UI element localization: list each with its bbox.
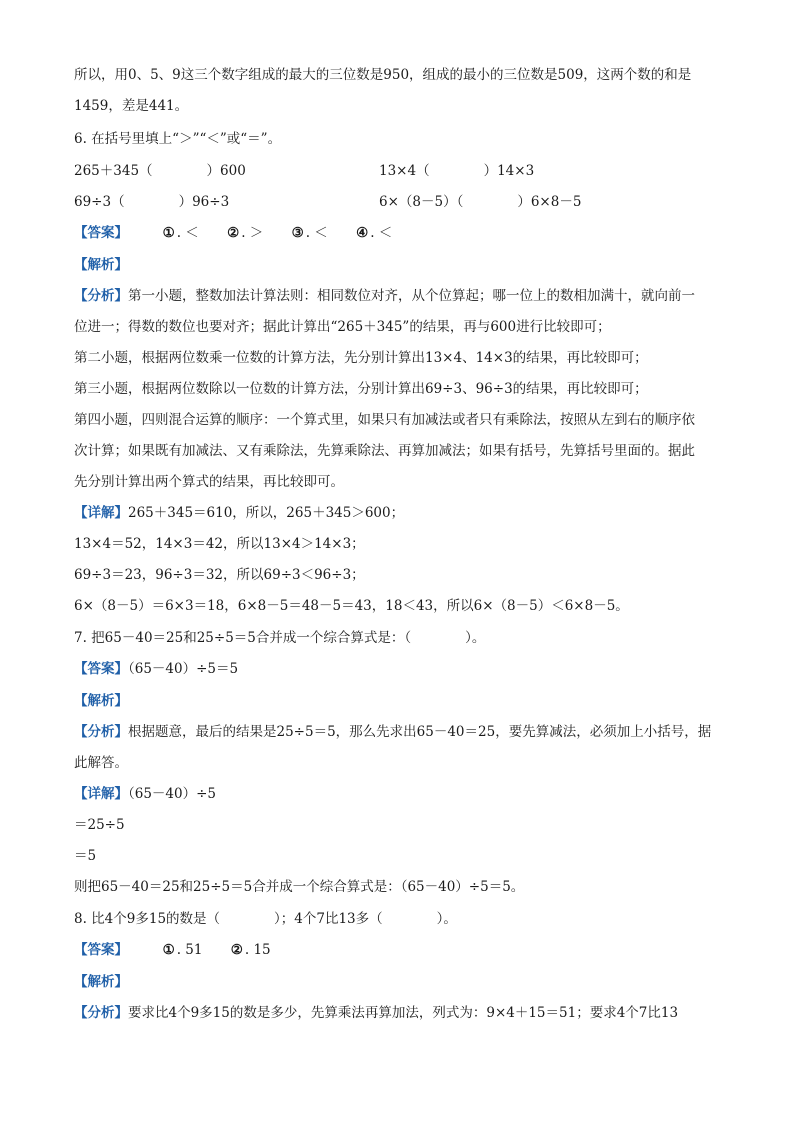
answer-number: ②: [227, 225, 240, 241]
fenxi-text: 第一小题，整数加法计算法则：相同数位对齐，从个位算起；哪一位上的数相加满十，就向前一: [128, 288, 695, 304]
detail-line: 69÷3＝23，96÷3＝32，所以69÷3＜96÷3；: [74, 567, 365, 583]
conclusion-line: 则把65－40＝25和25÷5＝5合并成一个综合算式是：（65－40）÷5＝5。: [74, 879, 525, 895]
fenxi-line: 第四小题，四则混合运算的顺序：一个算式里，如果只有加减法或者只有乘除法，按照从左到右的顺序依: [74, 412, 695, 428]
analysis-tag-line: [74, 973, 734, 991]
fenxi-line: 次计算；如果既有加减法、又有乘除法，先算乘除法、再算加减法；如果有括号，先算括号里面的。据此: [74, 443, 695, 459]
q6-item-3: 69÷3（ ）96÷3: [74, 194, 230, 210]
answer-value: . ＜: [305, 225, 328, 241]
q7-answer: [74, 660, 734, 678]
answer-item: [292, 224, 328, 242]
analysis-tag-line: [74, 692, 734, 710]
detail-text: （65－40）÷5: [128, 786, 217, 802]
answer-value: . 51: [176, 942, 203, 958]
detail-line: [74, 504, 734, 522]
answer-item: [356, 224, 392, 242]
answer-tag: 【答案】: [74, 942, 128, 958]
detail-tag: 【详解】: [74, 786, 128, 802]
answer-item: [227, 224, 263, 242]
answer-number: ②: [230, 942, 243, 958]
analysis-tag-line: [74, 256, 734, 274]
q6-item-1: 265＋345（ ）600: [74, 163, 246, 179]
answer-tag: 【答案】: [74, 661, 128, 677]
fenxi-line: [74, 1004, 734, 1022]
fenxi-tag: 【分析】: [74, 724, 128, 740]
fenxi-line: 第二小题，根据两位数乘一位数的计算方法，先分别计算出13×4、14×3的结果，再比较即可；: [74, 350, 648, 366]
answer-tag: 【答案】: [74, 225, 128, 241]
answer-number: ①: [162, 225, 175, 241]
answer-item: [163, 224, 199, 242]
q6-answer: [74, 224, 416, 242]
question-8: 8. 比4个9多15的数是（ ）；4个7比13多（ ）。: [74, 911, 457, 927]
text-line: 1459，差是441。: [74, 98, 189, 114]
answer-value: . ＜: [176, 225, 199, 241]
fenxi-line: [74, 287, 734, 305]
fenxi-line: 第三小题，根据两位数除以一位数的计算方法，分别计算出69÷3、96÷3的结果，再比较即可；: [74, 381, 648, 397]
fenxi-tag: 【分析】: [74, 288, 128, 304]
answer-number: ④: [356, 225, 369, 241]
fenxi-line: 先分别计算出两个算式的结果，再比较即可。: [74, 474, 344, 490]
detail-step: ＝5: [74, 848, 97, 864]
answer-number: ①: [162, 942, 175, 958]
q8-answer: [74, 941, 295, 959]
fenxi-tag: 【分析】: [74, 1005, 128, 1021]
analysis-tag: 【解析】: [74, 974, 128, 990]
answer-value: （65－40）÷5＝5: [128, 661, 239, 677]
fenxi-text: 根据题意，最后的结果是25÷5＝5，那么先求出65－40＝25，要先算减法，必须加上小括号，据: [128, 724, 712, 740]
detail-text: 265＋345＝610，所以，265＋345＞600；: [128, 505, 405, 521]
question-7: 7. 把65－40＝25和25÷5＝5合并成一个综合算式是：（ ）。: [74, 630, 486, 646]
answer-item: [163, 941, 203, 959]
question-6: 6. 在括号里填上“＞”“＜”或“＝”。: [74, 131, 282, 147]
detail-line: 13×4＝52，14×3＝42，所以13×4＞14×3；: [74, 536, 365, 552]
fenxi-line: [74, 723, 734, 741]
q6-row-1: [74, 162, 535, 180]
fenxi-text: 要求比4个9多15的数是多少，先算乘法再算加法，列式为：9×4＋15＝51；要求4个7比13: [128, 1005, 679, 1021]
q6-row-2: [74, 193, 582, 211]
q6-item-2: 13×4（ ）14×3: [379, 163, 535, 179]
detail-line: 6×（8－5）＝6×3＝18，6×8－5＝48－5＝43，18＜43，所以6×（8－5）＜6×8－5。: [74, 598, 629, 614]
detail-tag: 【详解】: [74, 505, 128, 521]
q6-item-4: 6×（8－5）（ ）6×8－5: [379, 194, 582, 210]
detail-step: ＝25÷5: [74, 817, 125, 833]
analysis-tag: 【解析】: [74, 693, 128, 709]
answer-number: ③: [291, 225, 304, 241]
fenxi-line: 位进一；得数的数位也要对齐；据此计算出“265＋345”的结果，再与600进行比较即可；: [74, 319, 611, 335]
answer-value: . ＞: [241, 225, 264, 241]
answer-value: . ＜: [370, 225, 393, 241]
detail-line: [74, 785, 734, 803]
answer-value: . 15: [244, 942, 271, 958]
fenxi-line: 此解答。: [74, 755, 128, 771]
text-line: 所以，用0、5、9这三个数字组成的最大的三位数是950，组成的最小的三位数是509，这两个数的和是: [74, 67, 692, 83]
analysis-tag: 【解析】: [74, 257, 128, 273]
answer-item: [231, 941, 271, 959]
